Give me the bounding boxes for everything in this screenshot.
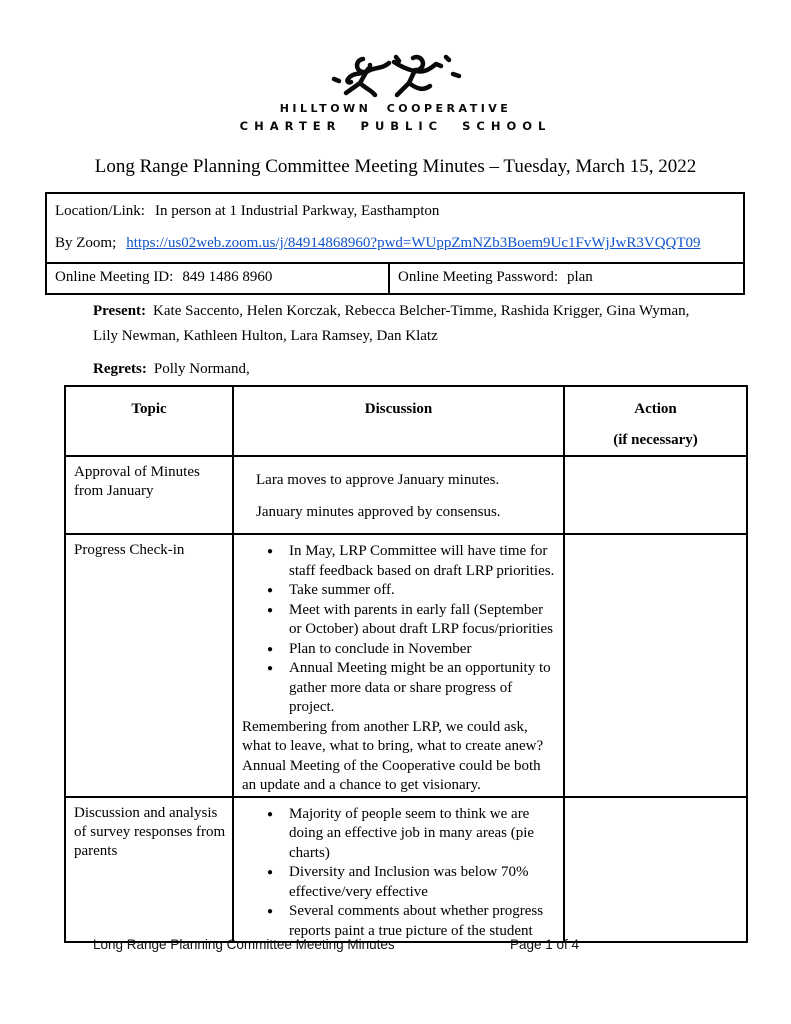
action-header-line1: Action [634, 401, 677, 417]
discussion-note: Annual Meeting of the Cooperative could be both an update and a chance to get visionary. [242, 757, 541, 793]
location-line [55, 203, 439, 220]
footer-document-title: Long Range Planning Committee Meeting Minutes [93, 937, 395, 952]
meeting-credentials-row [47, 262, 743, 293]
regrets-label: Regrets: [93, 361, 147, 377]
meeting-password-cell [390, 264, 743, 293]
meeting-info-box [45, 192, 745, 295]
bullet-item: ● In May, LRP Committee will have time for staff feedback based on draft LRP priorities. [289, 542, 557, 581]
regrets-paragraph [93, 361, 701, 378]
topic-progress-check-in: Progress Check-in [65, 534, 233, 797]
regrets-names: Polly Normand, [153, 361, 250, 377]
column-header-topic: Topic [65, 386, 233, 456]
location-row [47, 194, 743, 262]
meeting-id-cell [47, 264, 390, 293]
action-cell-empty [564, 797, 747, 943]
minutes-table [64, 385, 748, 943]
discussion-paragraph: Lara moves to approve January minutes. [256, 472, 500, 488]
bullet-item: ● Several comments about whether progress reports paint a true picture of the student [289, 902, 557, 941]
footer-page-number: Page 1 of 4 [510, 937, 580, 952]
topic-approval-of-minutes: Approval of Minutes from January [65, 456, 233, 534]
bullet-list [234, 805, 563, 942]
bullet-item: ● Meet with parents in early fall (September or October) about draft LRP focus/priorities [289, 601, 557, 640]
zoom-label: By Zoom; [55, 235, 117, 251]
action-header-line2: (if necessary) [613, 432, 698, 448]
present-paragraph [93, 299, 701, 349]
discussion-note: Remembering from another LRP, we could ask, what to leave, what to bring, what to create anew? [242, 718, 544, 754]
discussion-paragraph: January minutes approved by consensus. [256, 504, 501, 520]
discussion-approval-cell [233, 456, 564, 534]
column-header-action [564, 386, 747, 456]
zoom-line [55, 235, 701, 252]
page-footer [0, 937, 791, 957]
meeting-id-label: Online Meeting ID: [55, 269, 174, 285]
discussion-survey-cell [233, 797, 564, 943]
logo-text-line1: HILLTOWN COOPERATIVE [279, 102, 512, 115]
action-cell-empty [564, 534, 747, 797]
column-header-discussion: Discussion [233, 386, 564, 456]
table-row [65, 797, 747, 943]
school-logo [0, 54, 791, 106]
action-cell-empty [564, 456, 747, 534]
bullet-item: ● Plan to conclude in November [289, 640, 557, 660]
table-row [65, 534, 747, 797]
meeting-id-value: 849 1486 8960 [182, 269, 273, 285]
meeting-password-label: Online Meeting Password: [398, 269, 558, 285]
logo-text-line2: CHARTER PUBLIC SCHOOL [239, 119, 552, 133]
discussion-progress-cell [233, 534, 564, 797]
table-header-row [65, 386, 747, 456]
present-label: Present: [93, 303, 147, 319]
location-value: In person at 1 Industrial Parkway, Easthampton [154, 203, 440, 219]
bullet-list [234, 542, 563, 718]
bullet-item: ● Take summer off. [289, 581, 557, 601]
meeting-password-value: plan [566, 269, 593, 285]
topic-survey-discussion: Discussion and analysis of survey responses from parents [65, 797, 233, 943]
bullet-item: ● Majority of people seem to think we are doing an effective job in many areas (pie charts) [289, 805, 557, 864]
present-names: Kate Saccento, Helen Korczak, Rebecca Belcher-Timme, Rashida Krigger, Gina Wyman, Lily Newman, Kathleen Hulton, Lara Ramsey, Dan Klatz [93, 303, 690, 344]
zoom-meeting-link[interactable]: https://us02web.zoom.us/j/84914868960?pwd=WUppZmNZb3Boem9Uc1FvWjJwR3VQQT09 [126, 235, 701, 251]
bullet-item: ● Annual Meeting might be an opportunity to gather more data or share progress of project. [289, 659, 557, 718]
table-row [65, 456, 747, 534]
bullet-item: ● Diversity and Inclusion was below 70% effective/very effective [289, 863, 557, 902]
location-label: Location/Link: [55, 203, 145, 219]
page-title: Long Range Planning Committee Meeting Minutes – Tuesday, March 15, 2022 [94, 156, 697, 177]
